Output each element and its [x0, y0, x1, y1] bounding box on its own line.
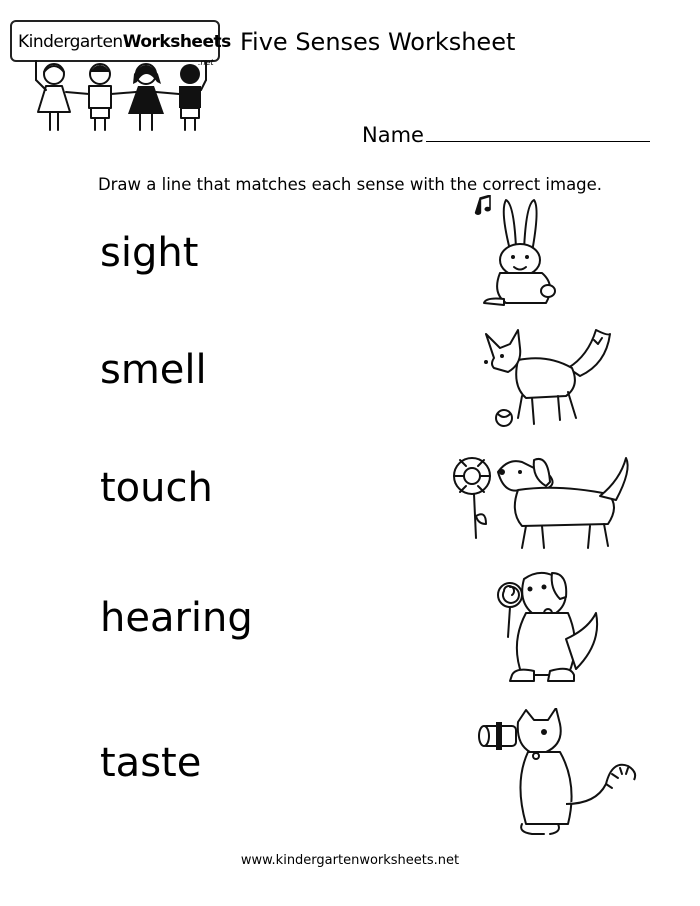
logo-text: KindergartenWorksheets [18, 32, 231, 52]
sense-word-sight[interactable]: sight [100, 230, 199, 276]
name-field[interactable] [362, 121, 650, 147]
sense-word-hearing[interactable]: hearing [100, 595, 253, 641]
logo-suffix: .net [198, 58, 214, 67]
dog-flower-icon[interactable] [450, 450, 635, 555]
sense-word-touch[interactable]: touch [100, 465, 213, 511]
worksheet-title: Five Senses Worksheet [240, 28, 516, 56]
kids-holding-hands-icon [28, 60, 218, 136]
bunny-music-icon[interactable] [470, 195, 560, 310]
name-blank-line[interactable] [426, 121, 650, 142]
sense-word-taste[interactable]: taste [100, 740, 202, 786]
name-label: Name [362, 123, 424, 147]
site-logo[interactable] [10, 16, 231, 136]
sense-word-smell[interactable]: smell [100, 347, 207, 393]
logo-frame [10, 20, 231, 67]
instructions-text: Draw a line that matches each sense with the correct image. [97, 175, 603, 194]
fox-ball-icon[interactable] [478, 320, 618, 432]
cat-binoculars-icon[interactable] [478, 708, 643, 843]
dog-lollipop-icon[interactable] [490, 565, 610, 690]
footer-url[interactable]: www.kindergartenworksheets.net [240, 853, 460, 868]
